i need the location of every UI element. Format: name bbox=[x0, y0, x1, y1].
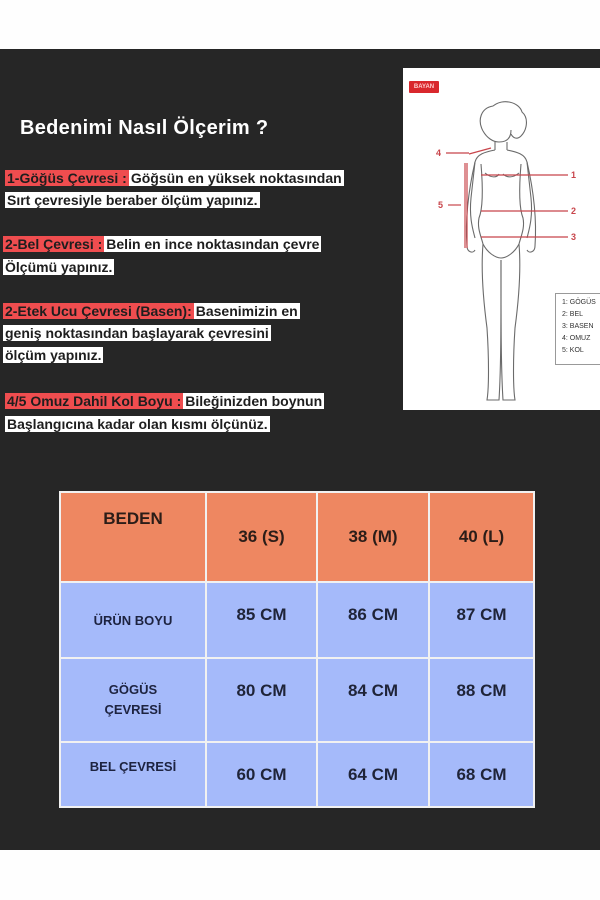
row-label-line: ÇEVRESİ bbox=[104, 702, 162, 717]
row-label-line: GÖGÜS bbox=[108, 682, 158, 697]
instruction-3-line-1 bbox=[3, 302, 300, 321]
table-cell: 88 CM bbox=[429, 658, 534, 742]
instruction-1-label: 1-Göğüs Çevresi : bbox=[7, 170, 127, 186]
measurement-legend bbox=[555, 293, 600, 365]
table-cell: 86 CM bbox=[317, 582, 429, 658]
instruction-4-line-2 bbox=[5, 415, 270, 434]
instruction-4-line-1 bbox=[5, 392, 324, 411]
table-cell: 60 CM bbox=[206, 742, 317, 807]
table-cell: 64 CM bbox=[317, 742, 429, 807]
table-header-row bbox=[60, 492, 534, 582]
legend-item: 1: GÖGÜS bbox=[562, 299, 596, 306]
instruction-3-text-2: geniş noktasından başlayarak çevresini bbox=[5, 325, 269, 341]
row-label-bel-cevresi: BEL ÇEVRESİ bbox=[60, 742, 206, 807]
row-label-gogus-cevresi bbox=[60, 658, 206, 742]
header-size-38: 38 (M) bbox=[317, 492, 429, 582]
instruction-4-label: 4/5 Omuz Dahil Kol Boyu : bbox=[7, 393, 182, 409]
instruction-1-line-2 bbox=[5, 191, 260, 210]
instruction-3-line-2 bbox=[3, 324, 271, 343]
table-row bbox=[60, 742, 534, 807]
table-row bbox=[60, 658, 534, 742]
table-row bbox=[60, 582, 534, 658]
page-title: Bedenimi Nasıl Ölçerim ? bbox=[20, 117, 269, 139]
marker-5: 5 bbox=[438, 200, 444, 210]
instruction-2-text: Belin en ince noktasından çevre bbox=[106, 236, 320, 252]
marker-2: 2 bbox=[571, 206, 577, 216]
instruction-1-line-1 bbox=[5, 169, 344, 188]
instruction-4-text: Bileğinizden boynun bbox=[185, 393, 323, 409]
instruction-3-line-3 bbox=[3, 346, 103, 365]
instruction-2-text-2: Ölçümü yapınız. bbox=[5, 259, 113, 275]
header-beden: BEDEN bbox=[60, 492, 206, 582]
instruction-2-line-2 bbox=[3, 258, 114, 277]
marker-1: 1 bbox=[571, 170, 577, 180]
row-label-urun-boyu: ÜRÜN BOYU bbox=[60, 582, 206, 658]
instruction-1-text: Göğsün en yüksek noktasından bbox=[130, 170, 342, 186]
header-size-40: 40 (L) bbox=[429, 492, 534, 582]
body-measurement-diagram bbox=[403, 68, 600, 410]
instruction-1-text-2: Sırt çevresiyle beraber ölçüm yapınız. bbox=[7, 192, 258, 208]
legend-item: 2: BEL bbox=[562, 311, 584, 318]
instruction-2-line-1 bbox=[3, 235, 321, 254]
legend-item: 4: OMUZ bbox=[562, 335, 591, 342]
instruction-4-text-2: Başlangıcına kadar olan kısmı ölçünüz. bbox=[7, 416, 268, 432]
instruction-3-text: Basenimizin en bbox=[195, 303, 298, 319]
marker-4: 4 bbox=[436, 148, 442, 158]
instruction-3-label: 2-Etek Ucu Çevresi (Basen): bbox=[5, 303, 192, 319]
table-cell: 68 CM bbox=[429, 742, 534, 807]
size-chart-table bbox=[59, 491, 535, 808]
table-cell: 84 CM bbox=[317, 658, 429, 742]
instruction-2-label: 2-Bel Çevresi : bbox=[5, 236, 103, 252]
instruction-3-text-3: ölçüm yapınız. bbox=[5, 347, 102, 363]
table-cell: 87 CM bbox=[429, 582, 534, 658]
marker-3: 3 bbox=[571, 232, 577, 242]
legend-item: 5: KOL bbox=[562, 347, 584, 354]
gender-badge: BAYAN bbox=[409, 81, 439, 93]
table-cell: 85 CM bbox=[206, 582, 317, 658]
table-cell: 80 CM bbox=[206, 658, 317, 742]
header-size-36: 36 (S) bbox=[206, 492, 317, 582]
legend-item: 3: BASEN bbox=[562, 323, 594, 330]
